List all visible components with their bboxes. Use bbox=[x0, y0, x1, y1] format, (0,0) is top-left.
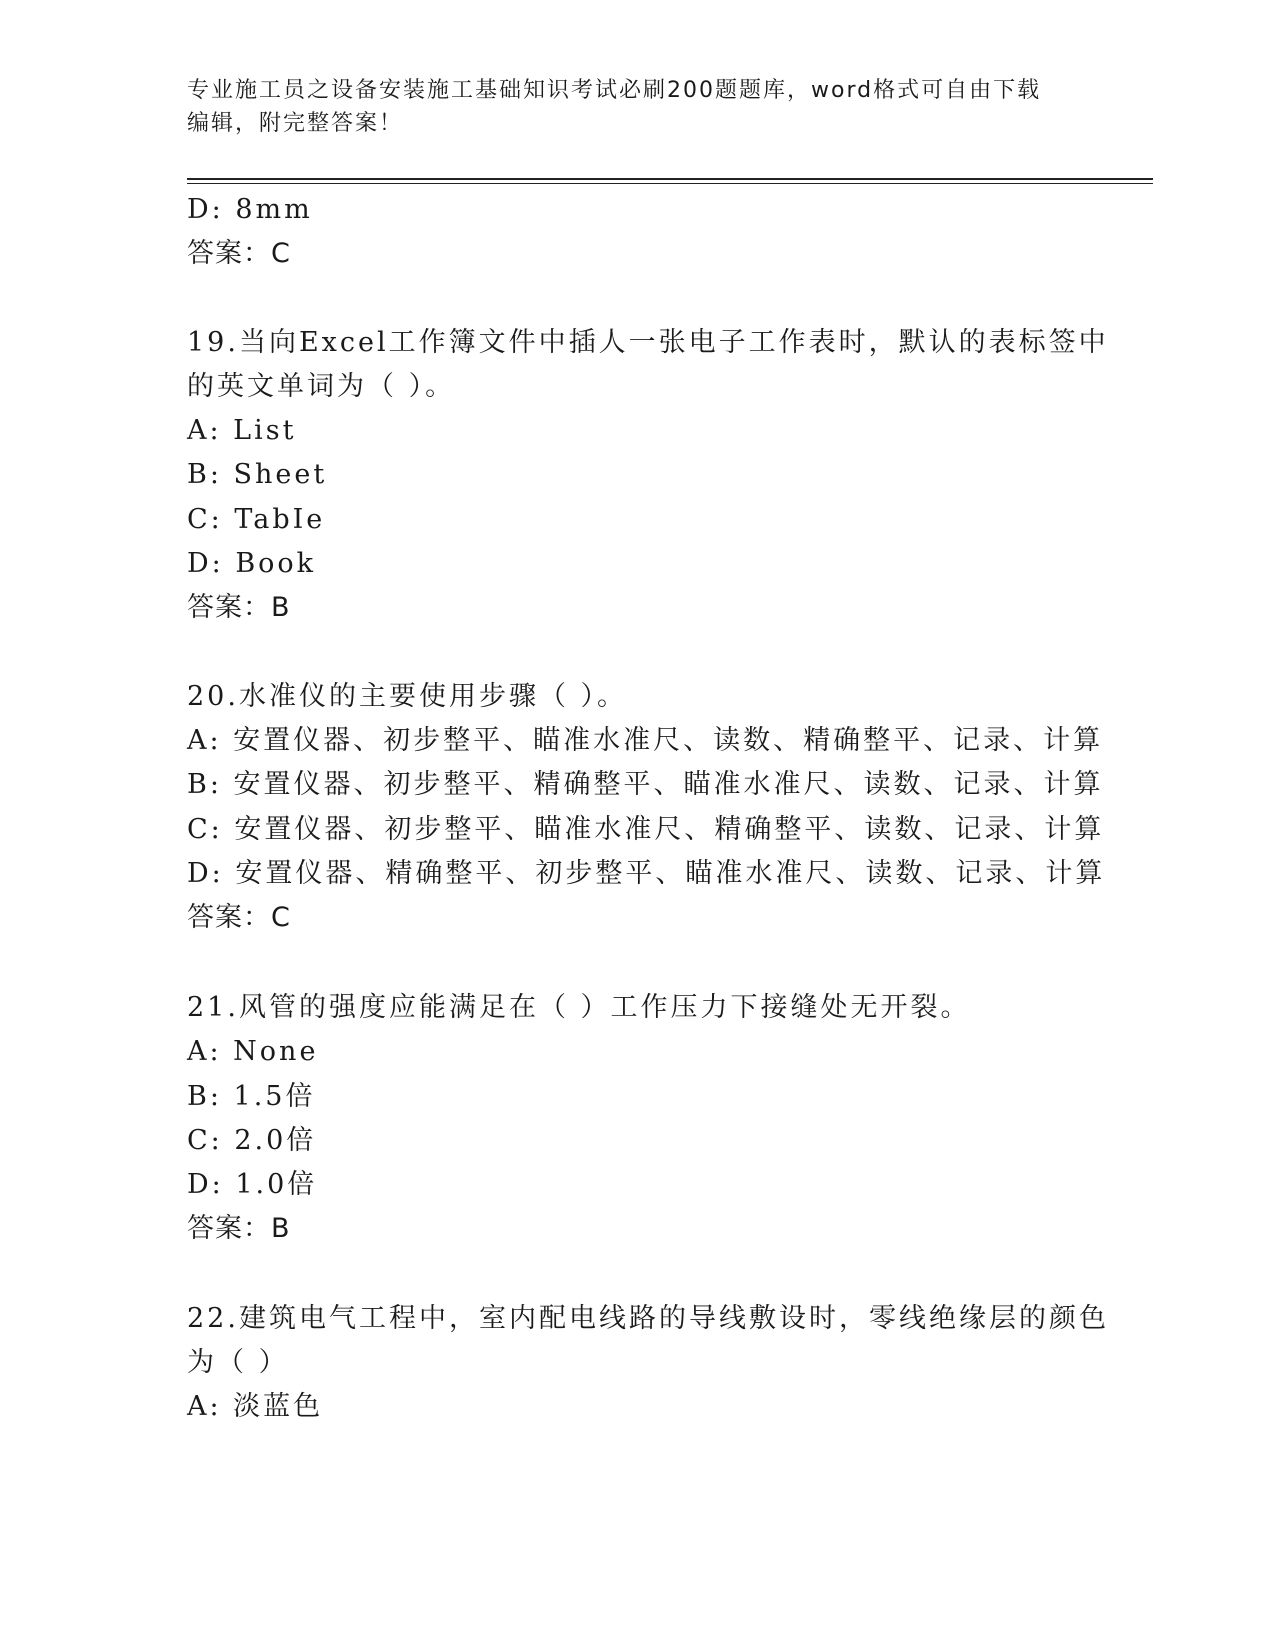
q20-stem: 20.水准仪的主要使用步骤（ ）。 bbox=[187, 681, 628, 712]
q20-answer: 答案：C bbox=[187, 902, 291, 933]
q19-answer: 答案：B bbox=[187, 592, 291, 623]
q22-stem-line-1: 22.建筑电气工程中，室内配电线路的导线敷设时，零线绝缘层的颜色 bbox=[187, 1303, 1109, 1334]
header-rule-thick bbox=[187, 178, 1153, 180]
q19-stem-line-2: 的英文单词为（ ）。 bbox=[187, 371, 456, 402]
header-rule-thin bbox=[187, 183, 1153, 184]
header-line-1: 专业施工员之设备安装施工基础知识考试必刷200题题库，word格式可自由下载 bbox=[187, 78, 1042, 103]
q19-option-d: D: Book bbox=[187, 548, 317, 579]
q21-answer: 答案：B bbox=[187, 1213, 291, 1244]
q22-option-a: A: 淡蓝色 bbox=[187, 1391, 324, 1422]
q21-option-c: C: 2.0倍 bbox=[187, 1125, 317, 1156]
q19-stem-line-1: 19.当向Excel工作簿文件中插人一张电子工作表时，默认的表标签中 bbox=[187, 327, 1109, 358]
prev-answer: 答案：C bbox=[187, 238, 291, 269]
q20-option-a: A: 安置仪器、初步整平、瞄准水准尺、读数、精确整平、记录、计算 bbox=[187, 725, 1104, 756]
header-line-2: 编辑，附完整答案！ bbox=[187, 111, 404, 136]
q21-option-d: D: 1.0倍 bbox=[187, 1169, 318, 1200]
q20-option-d: D: 安置仪器、精确整平、初步整平、瞄准水准尺、读数、记录、计算 bbox=[187, 858, 1106, 889]
document-header bbox=[187, 74, 1067, 140]
q20-option-c: C: 安置仪器、初步整平、瞄准水准尺、精确整平、读数、记录、计算 bbox=[187, 814, 1105, 845]
prev-option-d: D: 8mm bbox=[187, 194, 313, 225]
q19-option-c: C: TabIe bbox=[187, 504, 326, 535]
q21-option-a: A: None bbox=[187, 1036, 319, 1067]
q22-stem-line-2: 为（ ） bbox=[187, 1347, 289, 1378]
q21-stem: 21.风管的强度应能满足在（ ）工作压力下接缝处无开裂。 bbox=[187, 992, 971, 1023]
q19-option-a: A: List bbox=[187, 415, 297, 446]
q19-option-b: B: Sheet bbox=[187, 459, 328, 490]
q21-option-b: B: 1.5倍 bbox=[187, 1081, 316, 1112]
q20-option-b: B: 安置仪器、初步整平、精确整平、瞄准水准尺、读数、记录、计算 bbox=[187, 769, 1104, 800]
